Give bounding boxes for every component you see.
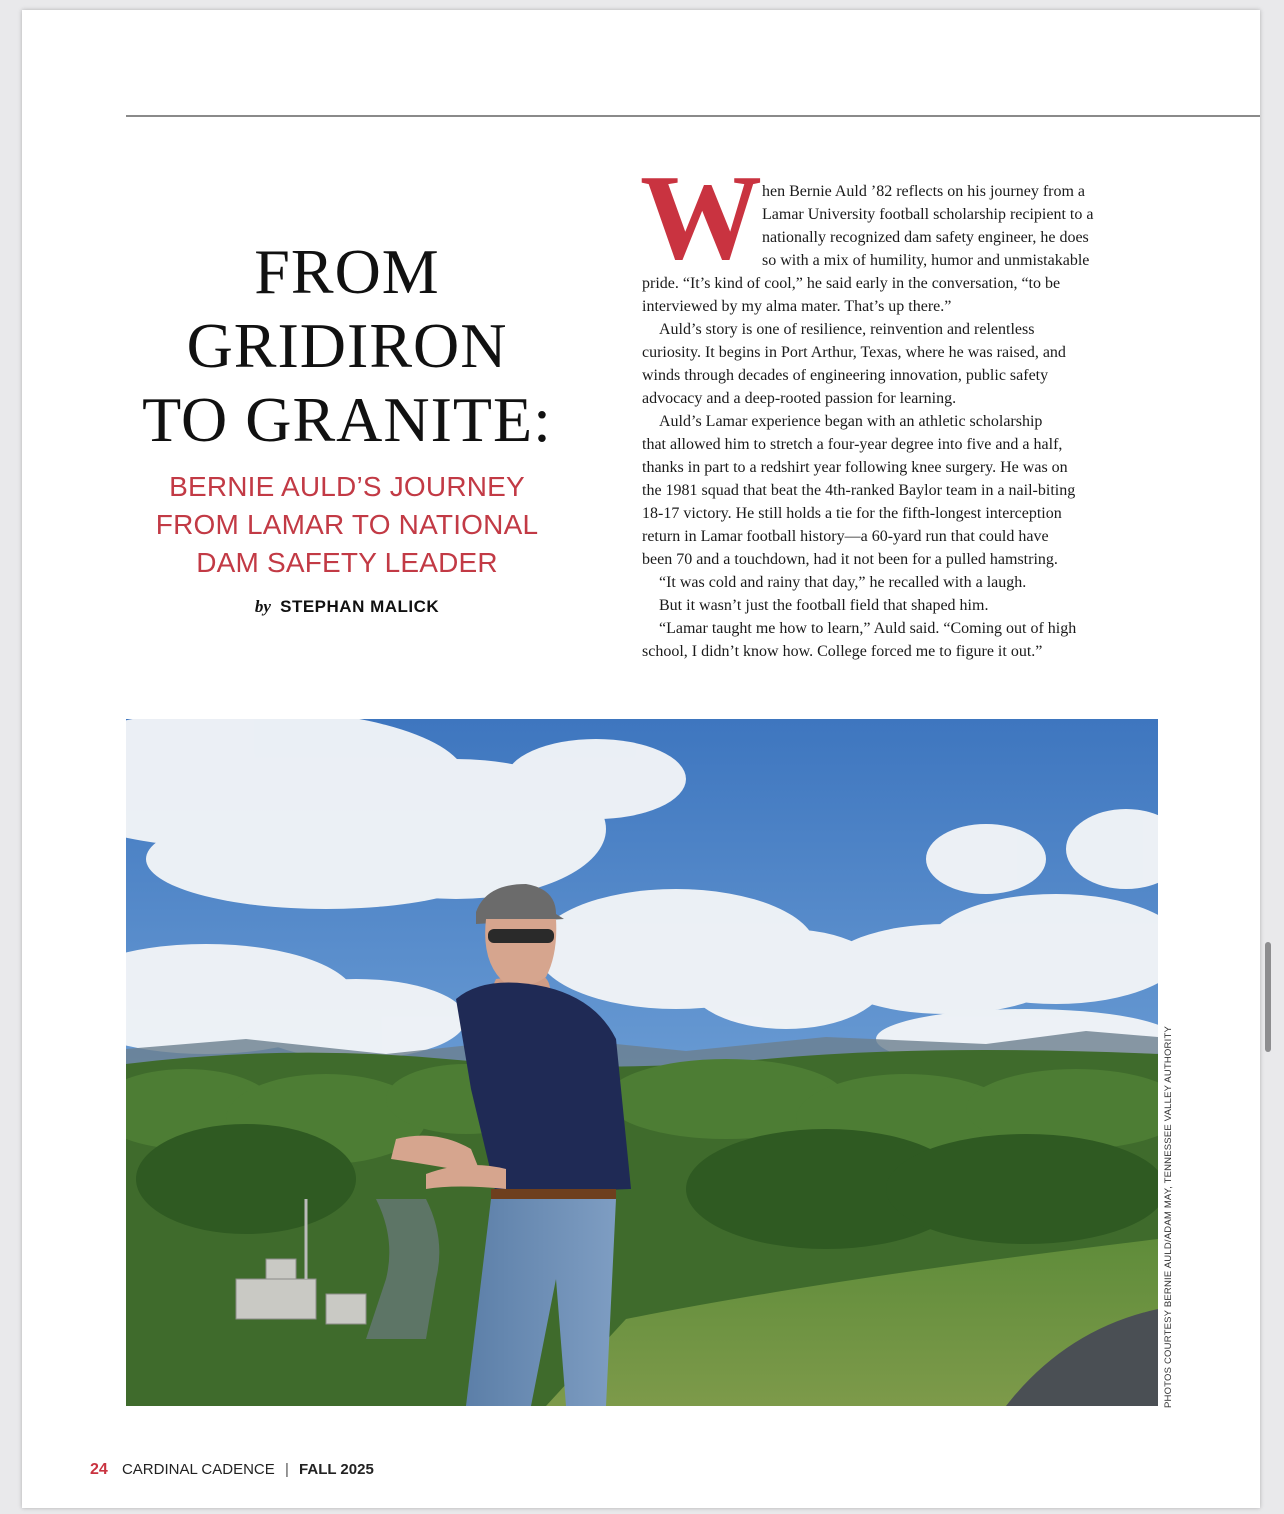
article-line: curiosity. It begins in Port Arthur, Texas, where he was raised, and <box>642 344 1066 361</box>
byline-prefix: by <box>254 597 271 616</box>
article-line: winds through decades of engineering innovation, public safety <box>642 367 1049 384</box>
subheadline-line: DAM SAFETY LEADER <box>196 547 498 578</box>
article-line: Auld’s story is one of resilience, reinvention and relentless <box>659 321 1035 338</box>
subheadline-line: FROM LAMAR TO NATIONAL <box>155 509 539 540</box>
article-line: Lamar University football scholarship recipient to a <box>762 206 1094 223</box>
headline-line: TO GRANITE: <box>142 384 552 455</box>
article-line: thanks in part to a redshirt year following knee surgery. He was on <box>642 459 1068 476</box>
headline-line: FROM <box>254 236 440 307</box>
article-body <box>642 180 1162 663</box>
page-footer <box>90 1461 374 1479</box>
article-line: that allowed him to stretch a four-year degree into five and a half, <box>642 436 1063 453</box>
article-line: nationally recognized dam safety engineer, he does <box>762 229 1089 246</box>
article-line: 18-17 victory. He still holds a tie for the fifth-longest interception <box>642 505 1062 522</box>
article-line: advocacy and a deep-rooted passion for learning. <box>642 390 957 407</box>
magazine-page <box>22 10 1260 1508</box>
drop-cap: W <box>640 150 762 285</box>
article-line: the 1981 squad that beat the 4th-ranked Baylor team in a nail-biting <box>642 482 1076 499</box>
subheadline-line: BERNIE AULD’S JOURNEY <box>169 471 525 502</box>
article-line: return in Lamar football history—a 60-yard run that could have <box>642 528 1049 545</box>
article-line: interviewed by my alma mater. That’s up there.” <box>642 298 952 315</box>
page-number: 24 <box>90 1461 108 1478</box>
top-rule <box>126 115 1260 117</box>
issue-label: FALL 2025 <box>299 1461 374 1478</box>
article-line: Auld’s Lamar experience began with an athletic scholarship <box>659 413 1043 430</box>
subheadline <box>122 468 572 582</box>
article-line: school, I didn’t know how. College forced me to figure it out.” <box>642 643 1043 660</box>
article-line: hen Bernie Auld ’82 reflects on his journey from a <box>762 183 1086 200</box>
headline-line: GRIDIRON <box>186 310 508 381</box>
publication-name: CARDINAL CADENCE <box>121 1461 275 1478</box>
byline-author: STEPHAN MALICK <box>280 597 440 616</box>
feature-photo <box>126 719 1158 1406</box>
article-line: been 70 and a touchdown, had it not been for a pulled hamstring. <box>642 551 1058 568</box>
byline <box>122 597 572 617</box>
article-line: pride. “It’s kind of cool,” he said early in the conversation, “to be <box>642 275 1061 292</box>
article-line: But it wasn’t just the football field that shaped him. <box>659 597 989 614</box>
photo-illustration <box>126 719 1158 1406</box>
article-line: “It was cold and rainy that day,” he recalled with a laugh. <box>659 574 1027 591</box>
headline <box>102 235 592 457</box>
photo-credit: PHOTOS COURTESY BERNIE AULD/ADAM MAY, TENNESSEE VALLEY AUTHORITY <box>1163 1025 1174 1408</box>
scrollbar-thumb[interactable] <box>1265 942 1271 1052</box>
article-line: so with a mix of humility, humor and unmistakable <box>762 252 1090 269</box>
footer-separator: | <box>284 1461 289 1478</box>
article-line: “Lamar taught me how to learn,” Auld said. “Coming out of high <box>659 620 1077 637</box>
